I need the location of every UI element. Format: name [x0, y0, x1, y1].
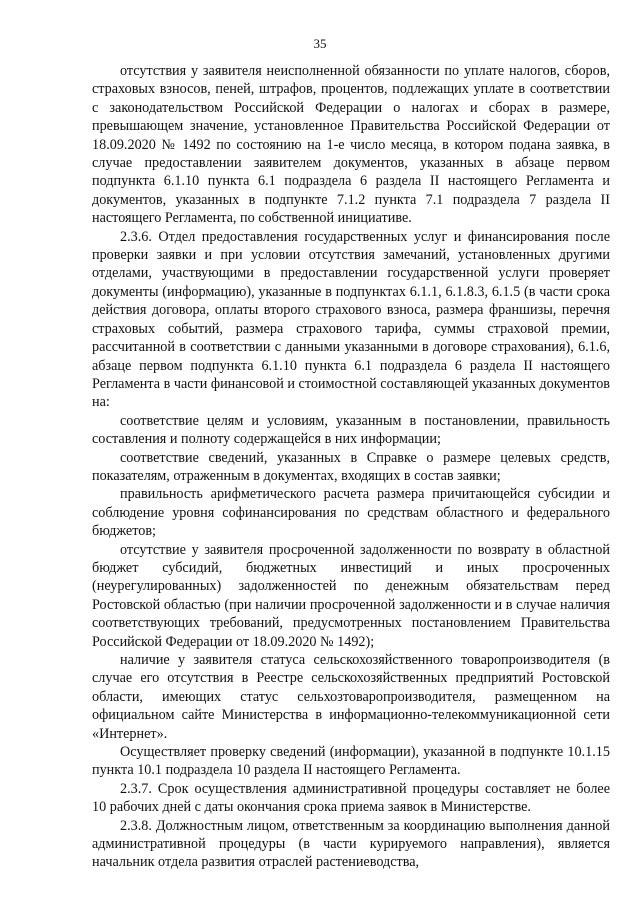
paragraph-information-check: Осуществляет проверку сведений (информации), указанной в подпункте 10.1.15 пункта 10.1 подраздела 10 раздела II настоящего Регламента. [92, 744, 610, 779]
paragraph-tax-arrears-continuation: отсутствия у заявителя неисполненной обязанности по уплате налогов, сборов, страховых взносов, пеней, штрафов, процентов, подлежащих уплате в соответствии с законодательством Российской Федерации о налогах и сборах в размере, превышающем значение, установленное Правительства Российской Федерации от 18.09.2020 № 1492 по состоянию на 1-е число месяца, в котором подана заявка, в случае предоставлении заявителем документов, указанных в абзаце первом подпункта 6.1.10 пункта 6.1 подраздела 6 раздела II настоящего Регламента и документов, указанных в подпункте 7.1.2 пункта 7.1 подраздела 7 раздела II настоящего Регламента, по собственной инициативе. [92, 63, 610, 227]
paragraph-arithmetic-check: правильность арифметического расчета размера причитающейся субсидии и соблюдение уровня софинансирования по средствам областного и федерального бюджетов; [92, 486, 610, 540]
paragraph-overdue-debt: отсутствие у заявителя просроченной задолженности по возврату в областной бюджет субсидий, бюджетных инвестиций и иных просроченных (неурегулированных) задолженностей по денежным обязательствам перед Ростовской областью (при наличии просроченной задолженности и в случае наличия соответствующих требований, предусмотренных постановлением Правительства Российской Федерации от 18.09.2020 № 1492); [92, 541, 610, 650]
paragraph-reference-data: соответствие сведений, указанных в Справке о размере целевых средств, показателям, отраженным в документах, входящих в состав заявки; [92, 449, 610, 484]
paragraph-2-3-8: 2.3.8. Должностным лицом, ответственным за координацию выполнения данной административной процедуры (в части курируемого направления), является начальник отдела развития отраслей растениеводства, [92, 817, 610, 871]
page-number: 35 [313, 36, 327, 51]
paragraph-2-3-6: 2.3.6. Отдел предоставления государственных услуг и финансирования после проверки заявки и при условии отсутствия замечаний, установленных другими отделами, участвующими в предоставлении государственной услуги проверяет документы (информацию), указанные в подпунктах 6.1.1, 6.1.8.3, 6.1.5 (в части срока действия договора, оплаты второго страхового взноса, размера франшизы, перечня страховых событий, размера страхового тарифа, суммы страховой премии, рассчитанной в соответствии с данными указанными в договоре страхования), 6.1.6, абзаце первом подпункта 6.1.10 пункта 6.1 подраздела 6 раздела II настоящего Регламента в части финансовой и стоимостной составляющей указанных документов на: [92, 228, 610, 411]
paragraph-2-3-7: 2.3.7. Срок осуществления административной процедуры составляет не более 10 рабочих дней с даты окончания срока приема заявок в Министерстве. [92, 780, 610, 816]
paragraph-goals-conditions: соответствие целям и условиям, указанным в постановлении, правильность составления и полноту содержащейся в них информации; [92, 412, 610, 448]
document-body [92, 62, 610, 872]
paragraph-producer-status: наличие у заявителя статуса сельскохозяйственного товаропроизводителя (в случае его отсутствия в Реестре сельскохозяйственных предприятий Ростовской области, имеющих статус сельхозтоваропроизводителя, размещенном на официальном сайте Министерства в информационно-телекоммуникационной сети «Интернет». [92, 652, 610, 742]
